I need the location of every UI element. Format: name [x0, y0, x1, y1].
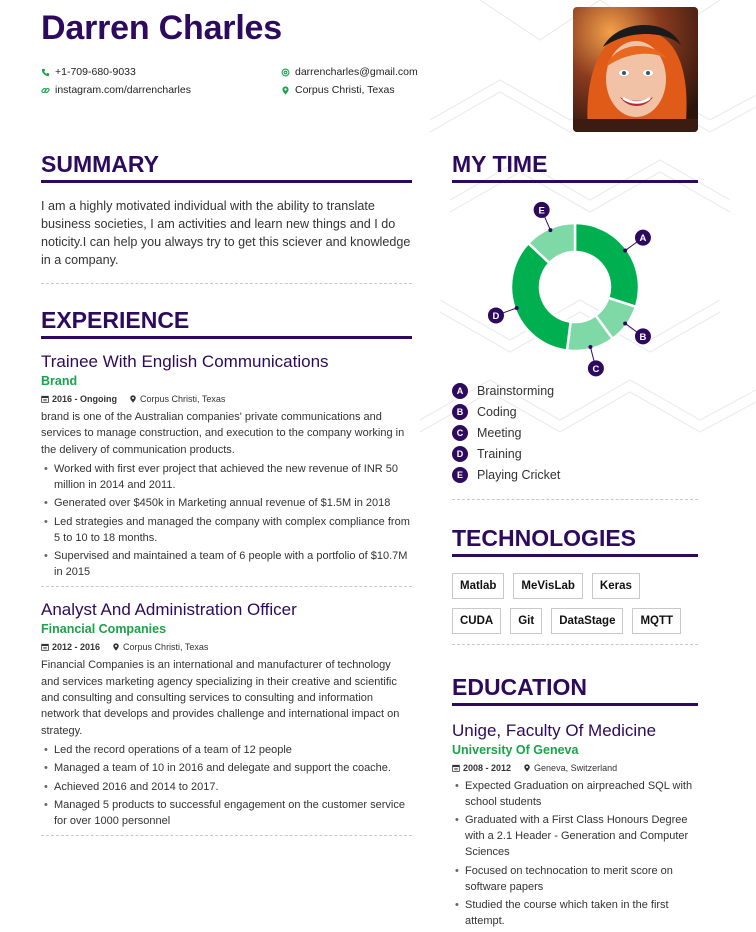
technology-tag: MQTT: [632, 608, 681, 634]
education-bullets: [452, 778, 698, 930]
calendar-icon: [41, 395, 49, 403]
summary-heading: SUMMARY: [41, 150, 412, 183]
job-description: brand is one of the Australian companies' private communications and services to manage construction, and execution to the company working in the delivery of communication products.: [41, 411, 405, 456]
donut-label-text: B: [639, 331, 647, 343]
location-pin-icon: [281, 86, 290, 95]
donut-label-text: E: [538, 205, 545, 217]
job-title: Analyst And Administration Officer: [41, 600, 297, 620]
legend-item: [452, 464, 698, 485]
time-donut-chart: [452, 201, 698, 381]
location-pin-icon: [523, 764, 531, 772]
legend-item: [452, 402, 698, 423]
legend-badge: A: [452, 383, 468, 399]
legend-label: Training: [477, 446, 522, 461]
education-heading: EDUCATION: [452, 673, 698, 706]
legend-badge: E: [452, 467, 468, 483]
email-contact[interactable]: [281, 66, 418, 78]
bullet-item: • Managed a team of 10 in 2016 and delegate and support the coache.: [41, 760, 412, 776]
legend-label: Brainstorming: [477, 384, 555, 399]
donut-label-text: D: [492, 310, 500, 322]
job-dates-text: 2012 - 2016: [52, 642, 101, 653]
job-bullets: [41, 742, 412, 830]
technology-tag: Keras: [592, 573, 640, 599]
donut-slice-a: [575, 223, 639, 307]
job-meta: [41, 640, 412, 654]
job-location: [129, 392, 225, 406]
donut-label-text: A: [639, 233, 647, 245]
bullet-item: • Studied the course which taken in the first attempt.: [452, 897, 698, 929]
location-text: Corpus Christi, Texas: [295, 84, 395, 96]
calendar-icon: [452, 764, 460, 772]
job-dates-text: 2016 - Ongoing: [52, 394, 118, 404]
instagram-text: instagram.com/darrencharles: [55, 84, 191, 96]
phone-contact[interactable]: [41, 66, 136, 78]
technology-tag: MeVisLab: [513, 573, 582, 599]
job-meta: [41, 392, 412, 406]
phone-icon: [41, 68, 50, 77]
donut-marker-dot: [623, 321, 627, 325]
donut-marker-dot: [515, 306, 519, 310]
education-entry: [452, 720, 698, 930]
legend-label: Playing Cricket: [477, 467, 561, 482]
technology-tag: Git: [510, 608, 542, 634]
education-location: [523, 761, 617, 775]
bullet-item: • Led strategies and managed the company with complex compliance from 5 to 10 to 18 months.: [41, 514, 412, 546]
job-location: [112, 640, 208, 654]
experience-heading: EXPERIENCE: [41, 306, 412, 339]
location-pin-icon: [112, 643, 120, 651]
donut-slice-d: [511, 243, 571, 350]
job-dates: [41, 640, 100, 654]
legend-item: [452, 443, 698, 464]
calendar-icon: [41, 643, 49, 651]
legend-item: [452, 423, 698, 444]
legend-badge: D: [452, 446, 468, 462]
bullet-item: • Graduated with a First Class Honours Degree with a 2.1 Header - Generation and Computer Sciences: [452, 812, 698, 860]
donut-marker-dot: [548, 228, 552, 232]
technology-tag: DataStage: [551, 608, 623, 634]
job-entry: [41, 351, 412, 587]
bullet-item: • Generated over $450k in Marketing annual revenue of $1.5M in 2018: [41, 495, 412, 511]
phone-text: +1-709-680-9033: [55, 66, 136, 78]
right-column: [452, 150, 698, 932]
job-entry: [41, 599, 412, 836]
legend-badge: C: [452, 425, 468, 441]
degree-title: Unige, Faculty Of Medicine: [452, 720, 657, 740]
company-name: Brand: [41, 374, 78, 388]
portrait-image: [573, 7, 698, 132]
location-pin-icon: [129, 395, 137, 403]
job-description: Financial Companies is an international and manufacturer of technology and services marketing agency specializing in their creative and scientific and consulting and consulting services to consulting and information network that develops and provides challenge and international impact on strategy.: [41, 659, 400, 737]
divider: [452, 499, 698, 500]
donut-label-text: C: [592, 363, 600, 375]
bullet-item: • Led the record operations of a team of 12 people: [41, 742, 412, 758]
donut-marker-dot: [588, 345, 592, 349]
job-location-text: Corpus Christi, Texas: [123, 642, 209, 653]
legend-badge: B: [452, 404, 468, 420]
technologies-heading: TECHNOLOGIES: [452, 524, 698, 557]
bullet-item: • Worked with first ever project that achieved the new revenue of INR 50 million in 2014 and 2011.: [41, 461, 412, 493]
education-meta: [452, 761, 698, 775]
bullet-item: • Focused on technocation to merit score on software papers: [452, 863, 698, 895]
education-location-text: Geneva, Switzerland: [534, 762, 618, 773]
email-text: darrencharles@gmail.com: [295, 66, 418, 78]
education-dates: [452, 761, 511, 775]
link-icon: [41, 86, 50, 95]
at-icon: [281, 68, 290, 77]
summary-text: I am a highly motivated individual with the ability to translate business societies, I am activities and learn new things and I do noticity.I can help you always try to get this sciever and knowledge in a company.: [41, 199, 411, 267]
location-contact: [281, 84, 395, 96]
technology-tags: [452, 573, 698, 643]
divider: [452, 644, 698, 645]
job-location-text: Corpus Christi, Texas: [140, 394, 226, 404]
resume-header: [41, 8, 561, 96]
job-dates: [41, 392, 117, 406]
divider: [41, 586, 412, 587]
legend-label: Coding: [477, 405, 517, 420]
profile-photo: [573, 7, 698, 132]
left-column: [41, 150, 412, 836]
school-name: University Of Geneva: [452, 742, 579, 757]
divider: [41, 835, 412, 836]
my-time-heading: MY TIME: [452, 150, 698, 183]
technology-tag: CUDA: [452, 608, 501, 634]
bullet-item: • Managed 5 products to successful engagement on the customer service for over 1000 personnel: [41, 797, 412, 829]
technology-tag: Matlab: [452, 573, 504, 599]
legend-item: [452, 381, 698, 402]
experience-list: [41, 351, 412, 836]
job-bullets: [41, 461, 412, 581]
divider: [41, 283, 412, 284]
company-name: Financial Companies: [41, 622, 167, 637]
legend-label: Meeting: [477, 425, 522, 440]
instagram-contact[interactable]: [41, 84, 191, 96]
bullet-item: • Supervised and maintained a team of 6 people with a portfolio of $10.7M in 2015: [41, 548, 412, 580]
education-dates-text: 2008 - 2012: [463, 762, 512, 773]
job-title: Trainee With English Communications: [41, 352, 329, 371]
donut-marker-dot: [623, 249, 627, 253]
candidate-name: Darren Charles: [41, 9, 282, 47]
bullet-item: • Achieved 2016 and 2014 to 2017.: [41, 779, 412, 795]
time-legend: [452, 381, 698, 485]
bullet-item: • Expected Graduation on airpreached SQL with school students: [452, 778, 698, 810]
